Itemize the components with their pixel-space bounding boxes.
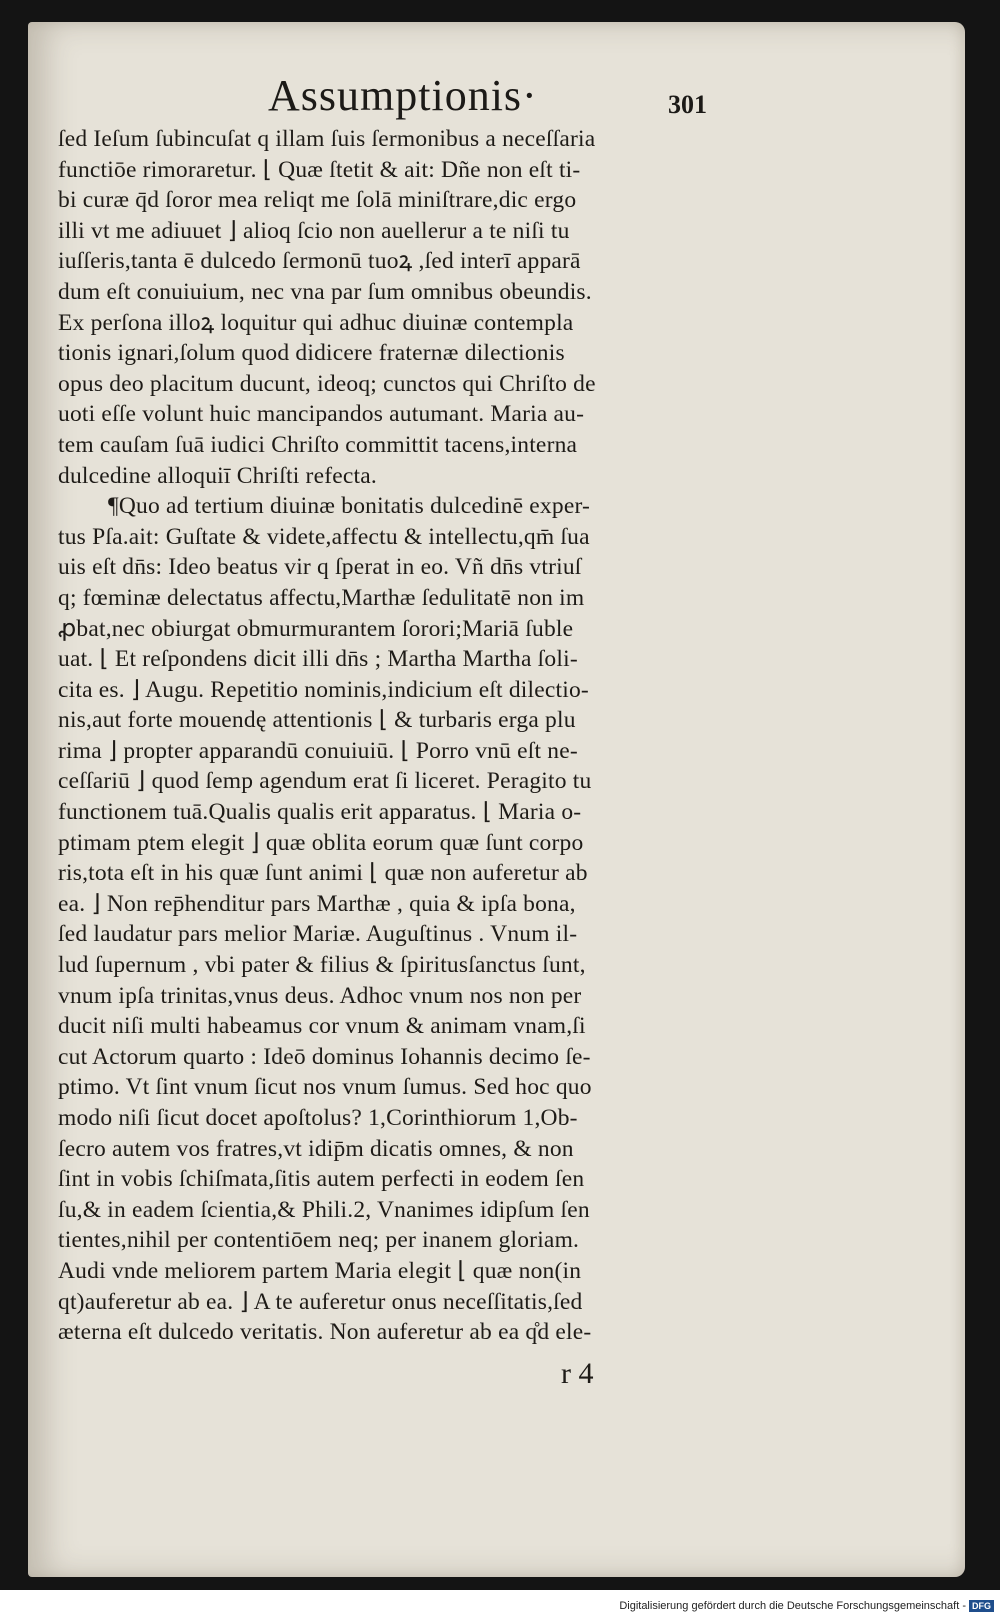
digitization-credit <box>619 1600 994 1612</box>
text-line: opus deo placitum ducunt, ideoq; cunctos qui Chriſto de <box>58 370 596 397</box>
text-line: vnum ipſa trinitas,vnus deus. Adhoc vnum nos non per <box>58 982 582 1009</box>
text-line: uoti eſſe volunt huic mancipandos autumant. Maria au- <box>58 401 585 428</box>
text-line: dum eſt conuiuium, nec vna par ſum omnibus obeundis. <box>58 278 592 305</box>
text-line: ceſſariū ⌋ quod ſemp agendum erat ſi liceret. Peragito tu <box>58 768 592 795</box>
text-line: cut Actorum quarto : Ideō dominus Iohannis decimo ſe- <box>58 1043 591 1070</box>
text-line: ptimo. Vt ſint vnum ſicut nos vnum ſumus. Sed hoc quo <box>58 1074 592 1101</box>
text-line: tem cauſam ſuā iudici Chriſto committit tacens,interna <box>58 431 578 458</box>
text-line: functionem tuā.Qualis qualis erit apparatus. ⌊ Maria o- <box>58 799 582 826</box>
text-line: illi vt me adiuuet ⌋ alioq ſcio non auellerur a te niſi tu <box>58 217 570 244</box>
text-line: ſint in vobis ſchiſmata,ſitis autem perfecti in eodem ſen <box>58 1166 585 1193</box>
text-line: ſed Ieſum ſubincuſat q illam ſuis ſermonibus a neceſſaria <box>58 126 596 152</box>
text-line: ris,tota eſt in his quæ ſunt animi ⌊ quæ non auferetur ab <box>58 860 588 887</box>
text-line: lud ſupernum , vbi pater & filius & ſpiritusſanctus ſunt, <box>58 952 586 979</box>
book-page <box>28 22 965 1577</box>
text-line: bi curæ q̄d ſoror mea reliqt me ſolā miniſtrare,dic ergo <box>58 187 577 214</box>
text-line: modo niſi ſicut docet apoſtolus? 1,Corinthiorum 1,Ob- <box>58 1105 578 1131</box>
text-block <box>58 124 778 1348</box>
text-line: iuſſeris,tanta ē dulcedo ſermonū tuoꝝ ,ſed interī apparā <box>58 248 581 275</box>
text-line: ſed laudatur pars melior Mariæ. Auguſtinus . Vnum il- <box>58 921 578 948</box>
text-line: Ex perſona illoꝝ loquitur qui adhuc diuinæ contempla <box>58 309 574 336</box>
text-line: tionis ignari,ſolum quod didicere fraternæ dilectionis <box>58 340 565 367</box>
text-line: functiōe rimoraretur. ⌊ Quæ ſtetit & ait: Dñe non eſt ti- <box>58 156 581 183</box>
text-line: rima ⌋ propter apparandū conuiuiū. ⌊ Porro vnū eſt ne- <box>58 737 578 764</box>
text-line: Audi vnde meliorem partem Maria elegit ⌊ quæ non(in <box>58 1257 582 1284</box>
text-line: ¶Quo ad tertium diuinæ bonitatis dulcedinē exper- <box>108 493 591 520</box>
text-line: ſu,& in eadem ſcientia,& Phili.2, Vnanimes idipſum ſen <box>58 1196 590 1223</box>
running-title: Assumptionis· <box>268 71 538 120</box>
page-header <box>28 52 965 122</box>
text-line: ꝓbat,nec obiurgat obmurmurantem ſorori;Mariā ſuble <box>58 615 574 642</box>
text-line: tientes,nihil per contentiōem neq; per inanem gloriam. <box>58 1227 580 1254</box>
text-line: dulcedine alloquiī Chriſti refecta. <box>58 462 377 489</box>
credit-text: Digitalisierung gefördert durch die Deutsche Forschungsgemeinschaft - <box>619 1600 966 1612</box>
text-line: uis eſt dn̄s: Ideo beatus vir q ſperat in eo. Vñ dn̄s vtriuſ <box>58 554 582 581</box>
text-line: uat. ⌊ Et reſpondens dicit illi dn̄s ; Martha Martha ſoli- <box>58 646 578 673</box>
text-line: ea. ⌋ Non rep̄henditur pars Marthæ , quia & ipſa bona, <box>58 890 576 917</box>
text-line: ſecro autem vos fratres,vt idip̄m dicatis omnes, & non <box>58 1135 574 1162</box>
folio-number: 301 <box>668 90 707 119</box>
text-line: qt)auferetur ab ea. ⌋ A te auferetur onus neceſſitatis,ſed <box>58 1288 583 1315</box>
text-line: ducit niſi multi habeamus cor vnum & animam vnam,ſi <box>58 1013 586 1040</box>
text-line: nis,aut forte mouendę attentionis ⌊ & turbaris erga plu <box>58 707 576 734</box>
text-line: tus Pſa.ait: Guſtate & videte,affectu & intellectu,qm̄ ſua <box>58 523 590 550</box>
text-line: q; fœminæ delectatus affectu,Marthæ ſedulitatē non im <box>58 584 585 611</box>
text-line: æterna eſt dulcedo veritatis. Non auferetur ab ea q̊d ele- <box>58 1319 592 1346</box>
signature-mark: r 4 <box>561 1357 594 1390</box>
text-line: cita es. ⌋ Augu. Repetitio nominis,indicium eſt dilectio- <box>58 676 589 703</box>
dfg-logo: DFG <box>969 1600 994 1612</box>
text-line: ptimam ptem elegit ⌋ quæ oblita eorum quæ ſunt corpo <box>58 829 584 856</box>
